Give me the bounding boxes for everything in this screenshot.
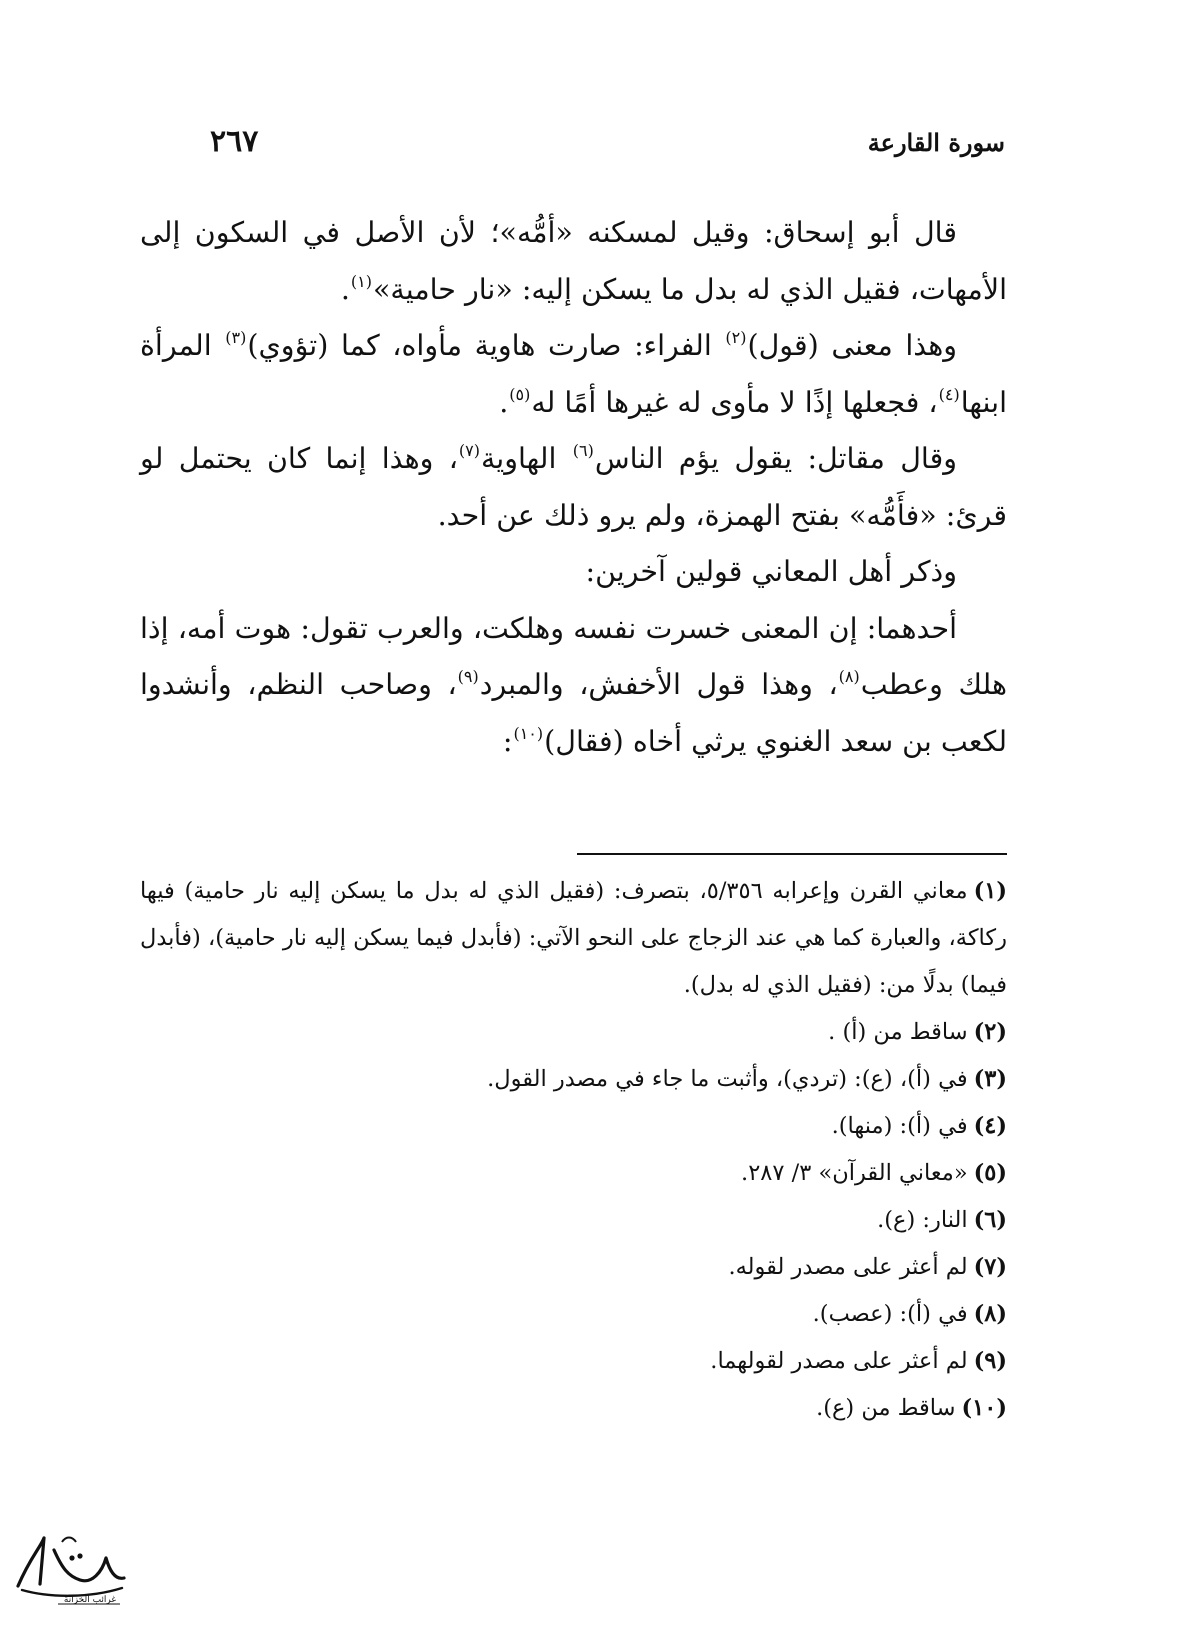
paragraph-text: ، وصاحب النظم، وأنشدوا لكعب بن سعد الغنوي يرثي أخاه (فقال): [140, 668, 1007, 758]
footnote-ref: (١٠): [513, 723, 544, 743]
library-seal-logo: [10, 1528, 130, 1610]
footnote-ref: (٥): [509, 384, 531, 404]
footnote-number: (٦): [973, 1207, 1007, 1233]
paragraph-5: [140, 601, 1007, 771]
footnote-1: [140, 868, 1007, 1009]
footnote-number: (٥): [973, 1160, 1007, 1186]
footnote-number: (٧): [973, 1254, 1007, 1280]
footnote-2: [140, 1009, 1007, 1056]
footnote-text: في (أ): (منها).: [831, 1113, 968, 1139]
footnote-7: [140, 1244, 1007, 1291]
footnote-ref: (٨): [838, 667, 860, 686]
footnote-ref: (٤): [938, 384, 960, 404]
footnote-number: (١٠): [961, 1395, 1007, 1421]
footnote-ref: (٢): [725, 328, 747, 347]
footnotes: [140, 868, 1007, 1432]
footnote-number: (٨): [973, 1301, 1007, 1327]
footnote-8: [140, 1291, 1007, 1338]
footnote-5: [140, 1150, 1007, 1197]
paragraph-text: المرأة ابنها: [140, 329, 1007, 419]
seal-subtext: غرائب الخزانة: [63, 1595, 117, 1605]
footnote-10: [140, 1385, 1007, 1432]
footnote-ref: (١): [350, 271, 372, 291]
paragraph-text: :: [502, 724, 513, 758]
footnote-number: (٢): [973, 1019, 1007, 1045]
paragraph-text: قال أبو إسحاق: وقيل لمسكنه «أمُّه»؛ لأن الأصل في السكون إلى الأمهات، فقيل الذي له بدل ما يسكن إليه: «نار حامية»: [140, 216, 1007, 306]
footnote-number: (١): [973, 878, 1007, 904]
footnote-text: «معاني القرآن» ٣/ ٢٨٧.: [741, 1160, 968, 1186]
footnote-9: [140, 1338, 1007, 1385]
paragraph-text: .: [340, 272, 350, 306]
paragraph-text: ، فجعلها إذًا لا مأوى له غيرها أمًا له: [531, 385, 938, 419]
footnote-6: [140, 1197, 1007, 1244]
surah-title: سورة القارعة: [867, 128, 1005, 157]
page-number: ٢٦٧: [210, 124, 259, 159]
paragraph-4: [140, 544, 1007, 601]
footnote-text: لم أعثر على مصدر لقوله.: [728, 1254, 968, 1280]
footnote-number: (٣): [973, 1066, 1007, 1092]
paragraph-1: [140, 205, 1007, 318]
footnote-text: في (أ)، (ع): (تردي)، وأثبت ما جاء في مصدر القول.: [487, 1066, 968, 1092]
paragraph-3: [140, 431, 1007, 544]
paragraph-text: وهذا معنى (قول): [747, 329, 958, 362]
paragraph-text: .: [499, 385, 509, 419]
paragraph-2: [140, 318, 1007, 431]
footnote-ref: (٦): [572, 441, 594, 460]
paragraph-text: ، وهذا قول الأخفش، والمبرد: [479, 668, 838, 701]
paragraph-text: الهاوية: [481, 442, 572, 475]
paragraph-text: الفراء: صارت هاوية مأواه، كما (تؤوي): [247, 329, 725, 362]
footnote-4: [140, 1103, 1007, 1150]
footnote-text: لم أعثر على مصدر لقولهما.: [710, 1348, 968, 1374]
paragraph-text: ، وهذا إنما كان يحتمل لو قرئ: «فأَمُّه» بفتح الهمزة، ولم يرو ذلك عن أحد.: [140, 442, 1007, 532]
footnote-text: معاني القرن وإعرابه ٥/٣٥٦، بتصرف: (فقيل الذي له بدل ما يسكن إليه نار حامية) فيها ركاكة، والعبارة كما هي عند الزجاج على النحو الآتي: (فأبدل فيما يسكن إليه نار حامية)، (فأبدل فيما) بدلًا من: (فقيل الذي له بدل).: [140, 878, 1007, 998]
footnote-number: (٤): [973, 1113, 1007, 1139]
footnote-number: (٩): [973, 1348, 1007, 1374]
footnote-ref: (٣): [225, 328, 247, 347]
footnote-text: ساقط من (أ) .: [828, 1019, 968, 1045]
footnote-text: في (أ): (عصب).: [812, 1301, 968, 1327]
footnote-3: [140, 1056, 1007, 1103]
footnote-ref: (٧): [458, 441, 481, 460]
footnote-text: ساقط من (ع).: [816, 1395, 956, 1421]
footnote-text: النار: (ع).: [877, 1207, 968, 1233]
footnote-separator: [577, 853, 1007, 855]
paragraph-text: وقال مقاتل: يقول يؤم الناس: [594, 442, 957, 475]
paragraph-text: وذكر أهل المعاني قولين آخرين:: [585, 555, 957, 588]
footnote-ref: (٩): [457, 667, 479, 686]
paragraph-text: أحدهما: إن المعنى خسرت نفسه وهلكت، والعرب تقول: هوت أمه، إذا هلك وعطب: [140, 611, 1007, 701]
main-text: [140, 205, 1007, 770]
running-header: [210, 124, 1005, 168]
